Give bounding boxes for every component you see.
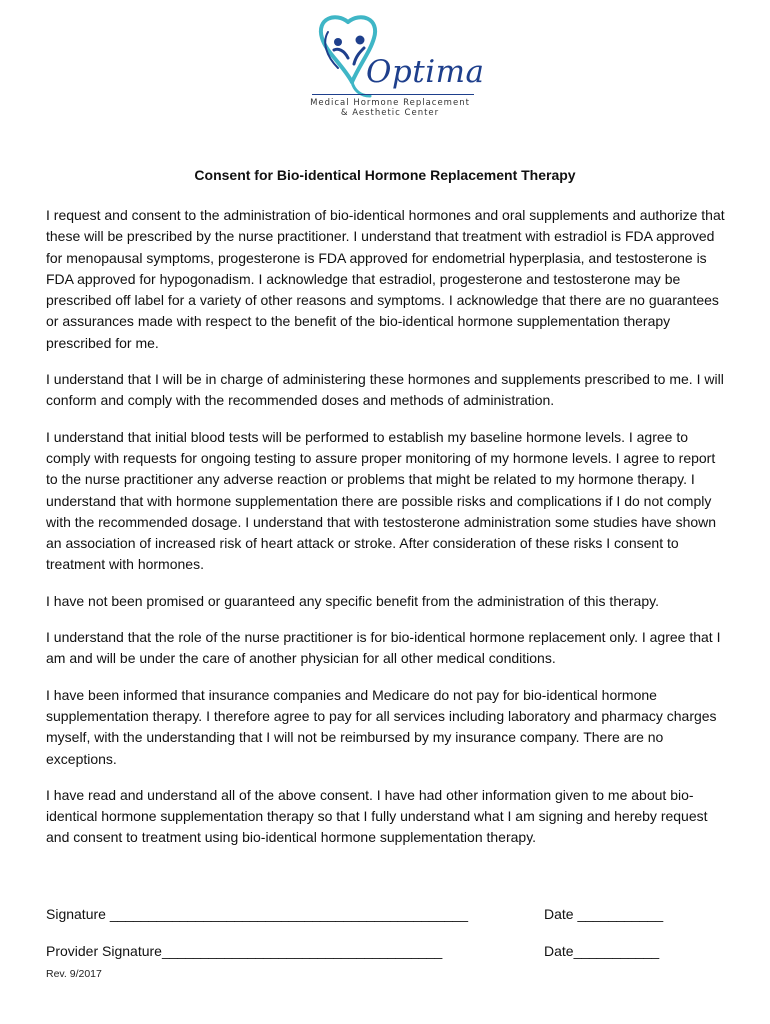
logo-subtitle-line-1: Medical Hormone Replacement	[310, 98, 470, 108]
logo-wordmark: Optima	[366, 54, 485, 90]
revision-note: Rev. 9/2017	[46, 968, 102, 980]
consent-paragraph: I understand that the role of the nurse practitioner is for bio-identical hormone replacement only. I agree that I am and will be under the care of another physician for all other medical conditions.	[46, 629, 721, 667]
patient-signature-line[interactable]: Signature ______________________________________________	[46, 906, 468, 922]
consent-paragraph: I have not been promised or guaranteed any specific benefit from the administration of this therapy.	[46, 592, 659, 609]
logo-subtitle-line-2: & Aesthetic Center	[340, 108, 440, 118]
consent-paragraph: I have been informed that insurance companies and Medicare do not pay for bio-identical hormone supplementation therapy. I therefore agree to pay for all services including laboratory and pharmacy charges myself, with the understanding that I will not be reimbursed by my insurance company. There are no exceptions.	[46, 686, 717, 767]
optima-logo	[300, 12, 485, 118]
patient-date-line[interactable]: Date ___________	[544, 906, 664, 922]
consent-paragraph: I have read and understand all of the above consent. I have had other information given to me about bio-identical hormone supplementation therapy so that I fully understand what I am signing and hereby request and consent to treatment using bio-identical hormone supplementation therapy.	[46, 786, 708, 846]
consent-body	[46, 205, 730, 864]
consent-paragraph: I understand that I will be in charge of administering these hormones and supplements prescribed to me. I will conform and comply with the recommended doses and methods of administration.	[46, 371, 724, 409]
document-title: Consent for Bio-identical Hormone Replacement Therapy	[194, 167, 576, 183]
consent-paragraph: I understand that initial blood tests will be performed to establish my baseline hormone levels. I agree to comply with requests for ongoing testing to assure proper monitoring of my hormone levels. I agree to report to the nurse practitioner any adverse reaction or problems that might be related to my hormone therapy. I understand that with hormone supplementation there are possible risks and complications if I do not comply with the recommended dosage. I understand that with testosterone administration some studies have shown an association of increased risk of heart attack or stroke. After consideration of these risks I consent to treatment with hormones.	[46, 428, 717, 573]
provider-signature-line[interactable]: Provider Signature____________________________________	[46, 943, 443, 959]
consent-paragraph: I request and consent to the administration of bio-identical hormones and oral supplements and authorize that these will be prescribed by the nurse practitioner. I understand that treatment with estradiol is FDA approved for menopausal symptoms, progesterone is FDA approved for endometrial hyperplasia, and testosterone is FDA approved for hypogonadism. I acknowledge that estradiol, progesterone and testosterone may be prescribed off label for a variety of other reasons and symptoms. I acknowledge that there are no guarantees or assurances made with respect to the benefit of the bio-identical hormone supplementation therapy prescribed for me.	[46, 207, 725, 351]
logo-divider	[312, 94, 474, 95]
provider-date-line[interactable]: Date___________	[544, 943, 660, 959]
